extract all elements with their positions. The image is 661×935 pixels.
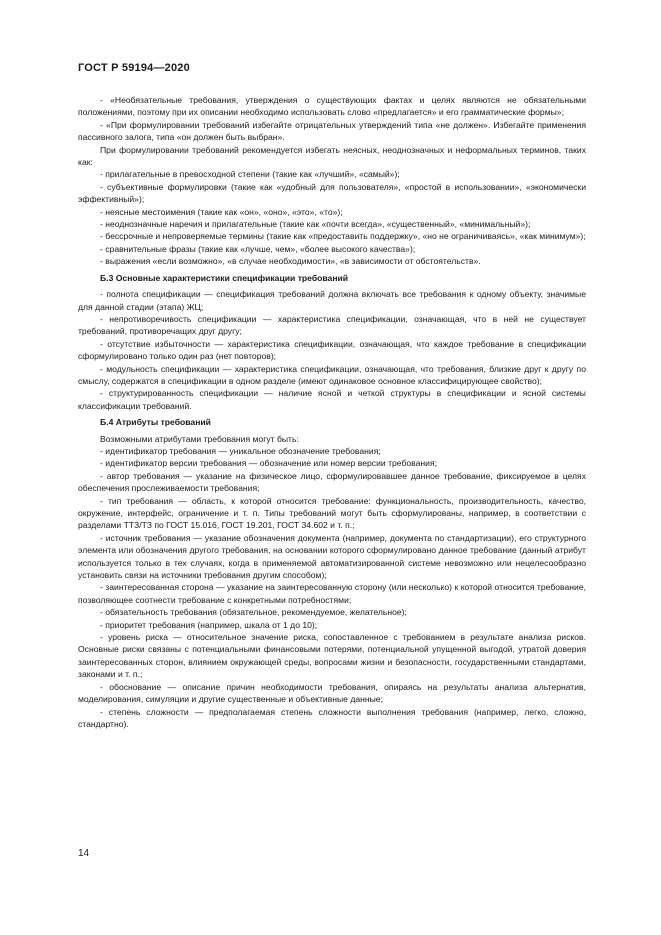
paragraph: - тип требования — область, к которой относится требование: функциональность, производительность, качество, окружение, интерфейс, ограничение и т. п. Типы требований могут быть сформулированы, например, в соответствии с разделами ТТЗ/ТЗ по ГОСТ 15.016, ГОСТ 19.201, ГОСТ 34.602 и т. п.;	[78, 495, 586, 531]
page-content	[78, 94, 586, 730]
section-heading-b3: Б.3 Основные характеристики спецификации требований	[100, 272, 349, 283]
paragraph: - идентификатор требования — уникальное обозначение требования;	[100, 445, 381, 456]
paragraph: - полнота спецификации — спецификация требований должна включать все требования к одному объекту, значимые для данной стадии (этапа) ЖЦ;	[78, 289, 586, 312]
paragraph: Возможными атрибутами требования могут быть:	[100, 433, 299, 444]
paragraph: - прилагательные в превосходной степени (такие как «лучший», «самый»);	[100, 169, 400, 180]
page-number: 14	[78, 848, 90, 859]
paragraph: - неоднозначные наречия и прилагательные (такие как «почти всегда», «существенный», «минимальный»);	[100, 219, 531, 230]
paragraph: - структурированность спецификации — наличие ясной и четкой структуры в спецификации и ясной системы классификации требований.	[78, 388, 586, 411]
paragraph: - сравнительные фразы (такие как «лучше, чем», «более высокого качества»);	[100, 243, 416, 254]
paragraph: - модульность спецификации — характеристика спецификации, означающая, что требования, близкие друг к другу по смыслу, содержатся в спецификации в одном разделе (имеют одинаковое основное классифицирующее свойство);	[78, 363, 586, 386]
paragraph: - выражения «если возможно», «в случае необходимости», «в зависимости от обстоятельств».	[100, 256, 481, 267]
paragraph: - неясные местоимения (такие как «он», «оно», «это», «то»);	[100, 206, 343, 217]
paragraph: - обоснование — описание причин необходимости требования, опираясь на результаты анализа альтернатив, моделирования, симуляции и другие существенные и объективные данные;	[78, 681, 586, 705]
document-header: ГОСТ Р 59194—2020	[78, 62, 190, 74]
paragraph: - «При формулировании требований избегайте отрицательных утверждений типа «не должен». Избегайте применения пассивного залога, типа «он должен быть выбран».	[78, 119, 586, 143]
paragraph: - заинтересованная сторона — указание на заинтересованную сторону (или несколько) к которой относится требование, позволяющее соотнести требование с конкретными потребностями;	[78, 582, 586, 605]
paragraph: - степень сложности — предполагаемая степень сложности выполнения требования (например, легко, сложно, стандартно).	[78, 706, 586, 729]
paragraph: При формулировании требований рекомендуется избегать неясных, неоднозначных и неформальных терминов, таких как:	[78, 144, 586, 168]
paragraph: - бессрочные и непроверяемые термины (такие как «предоставить поддержку», «но не ограничиваясь», «как минимум»);	[100, 231, 586, 242]
paragraph: - уровень риска — относительное значение риска, сопоставленное с требованием в результате анализа рисков. Основные риски связаны с потенциальными финансовыми потерями, потенциальной упущенной выгодой, утратой доверия заинтересованных сторон, влиянием окружающей среды, вопросами жизни и безопасности, государственными стандартами, законами и т. п.;	[78, 632, 586, 680]
paragraph: - идентификатор версии требования — обозначение или номер версии требования;	[100, 458, 438, 469]
paragraph: - источник требования — указание обозначения документа (например, документа по стандартизации), его структурного элемента или обозначения другого требования, на основании которого сформулировано данное требование (данный атрибут используется только в тех случаях, когда в применяемой автоматизированной системе невозможно или нецелесообразно установить связи на источники требования другим способом);	[78, 532, 586, 581]
paragraph: - «Необязательные требования, утверждения о существующих фактах и целях являются не обязательными положениями, поэтому при их описании необходимо использовать слово «предлагается» и его грамматические формы»;	[78, 95, 586, 118]
paragraph: - автор требования — указание на физическое лицо, сформулировавшее данное требование, фиксируемое в целях обеспечения прослеживаемости требования;	[78, 470, 586, 494]
paragraph: - приоритет требования (например, шкала от 1 до 10);	[100, 619, 318, 630]
paragraph: - субъективные формулировки (такие как «удобный для пользователя», «простой в использовании», «экономически эффективный»);	[78, 181, 586, 205]
section-heading-b4: Б.4 Атрибуты требований	[100, 417, 211, 428]
paragraph: - отсутствие избыточности — характеристика спецификации, означающая, что каждое требование в спецификации сформулировано только один раз (нет повторов);	[78, 338, 586, 362]
paragraph: - непротиворечивость спецификации — характеристика спецификации, означающая, что в ней не существует требований, противоречащих друг другу;	[78, 313, 586, 337]
paragraph: - обязательность требования (обязательное, рекомендуемое, желательное);	[100, 607, 407, 618]
